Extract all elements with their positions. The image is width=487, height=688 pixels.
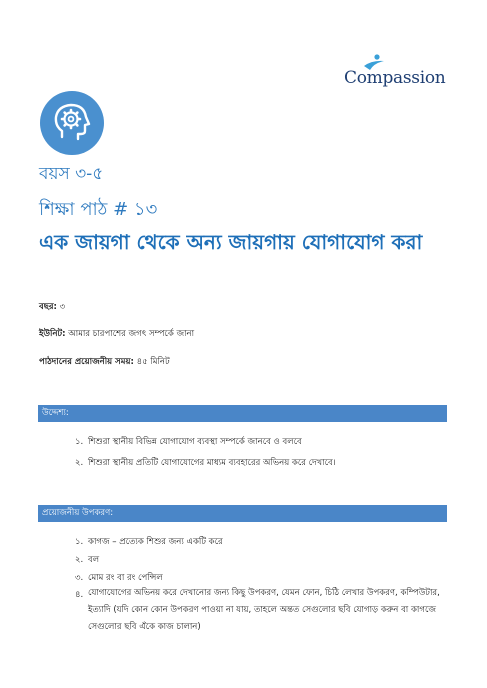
item-number: ২. — [75, 458, 84, 468]
lesson-title: এক জায়গা থেকে অন্য জায়গায় যোগাযোগ করা — [39, 230, 423, 254]
item-text-multiline: যোগাযোগের অভিনয় করে দেখানোর জন্য কিছু উপকরণ, যেমন ফোন, চিঠি লেখার উপকরণ, কম্পিউটার, ইত্যাদি (যদি কোন কোন উপকরণ পাওয়া না যায়, তাহলে অন্তত সেগুলোর ছবি যোগাড় করুন বা কাগজে সেগুলোর ছবি এঁকে কাজ চালান) — [88, 588, 440, 632]
year-value: ৩ — [59, 302, 66, 312]
time-value: ৪৫ মিনিট — [136, 357, 170, 367]
logo-text: Compassion — [344, 68, 446, 88]
item-number: ১. — [75, 537, 84, 547]
head-gear-icon — [40, 91, 104, 155]
unit-value: আমার চারপাশের জগৎ সম্পর্কে জানা — [68, 329, 195, 339]
year-line — [39, 300, 65, 314]
compassion-logo — [344, 54, 446, 94]
materials-heading: প্রয়োজনীয় উপকরণ: — [38, 505, 447, 522]
item-number: ৩. — [75, 573, 84, 583]
item-number: ২. — [75, 555, 84, 565]
item-text: বল — [88, 555, 100, 565]
age-range: বয়স ৩-৫ — [39, 164, 104, 184]
item-text: কাগজ – প্রত্যেক শিশুর জন্য একটি করে — [88, 537, 223, 547]
item-text: শিশুরা স্থানীয় প্রতিটি যোগাযোগের মাধ্যম ব্যবহারের অভিনয় করে দেখাবে। — [88, 458, 336, 468]
item-text: শিশুরা স্থানীয় বিভিন্ন যোগাযোগ ব্যবস্থা সম্পর্কে জানবে ও বলবে — [88, 437, 302, 447]
time-label: পাঠদানের প্রয়োজনীয় সময়: — [39, 357, 134, 367]
unit-line — [39, 327, 194, 341]
time-line — [39, 355, 170, 369]
item-number: ৪. — [75, 590, 84, 600]
lesson-number: শিক্ষা পাঠ # ১৩ — [39, 199, 158, 220]
unit-label: ইউনিট: — [39, 329, 66, 339]
item-number: ১. — [75, 437, 84, 447]
year-label: বছর: — [39, 302, 57, 312]
objectives-heading: উদ্দেশ্য: — [38, 405, 447, 422]
item-text: মোম রং বা রং পেন্সিল — [88, 573, 163, 583]
